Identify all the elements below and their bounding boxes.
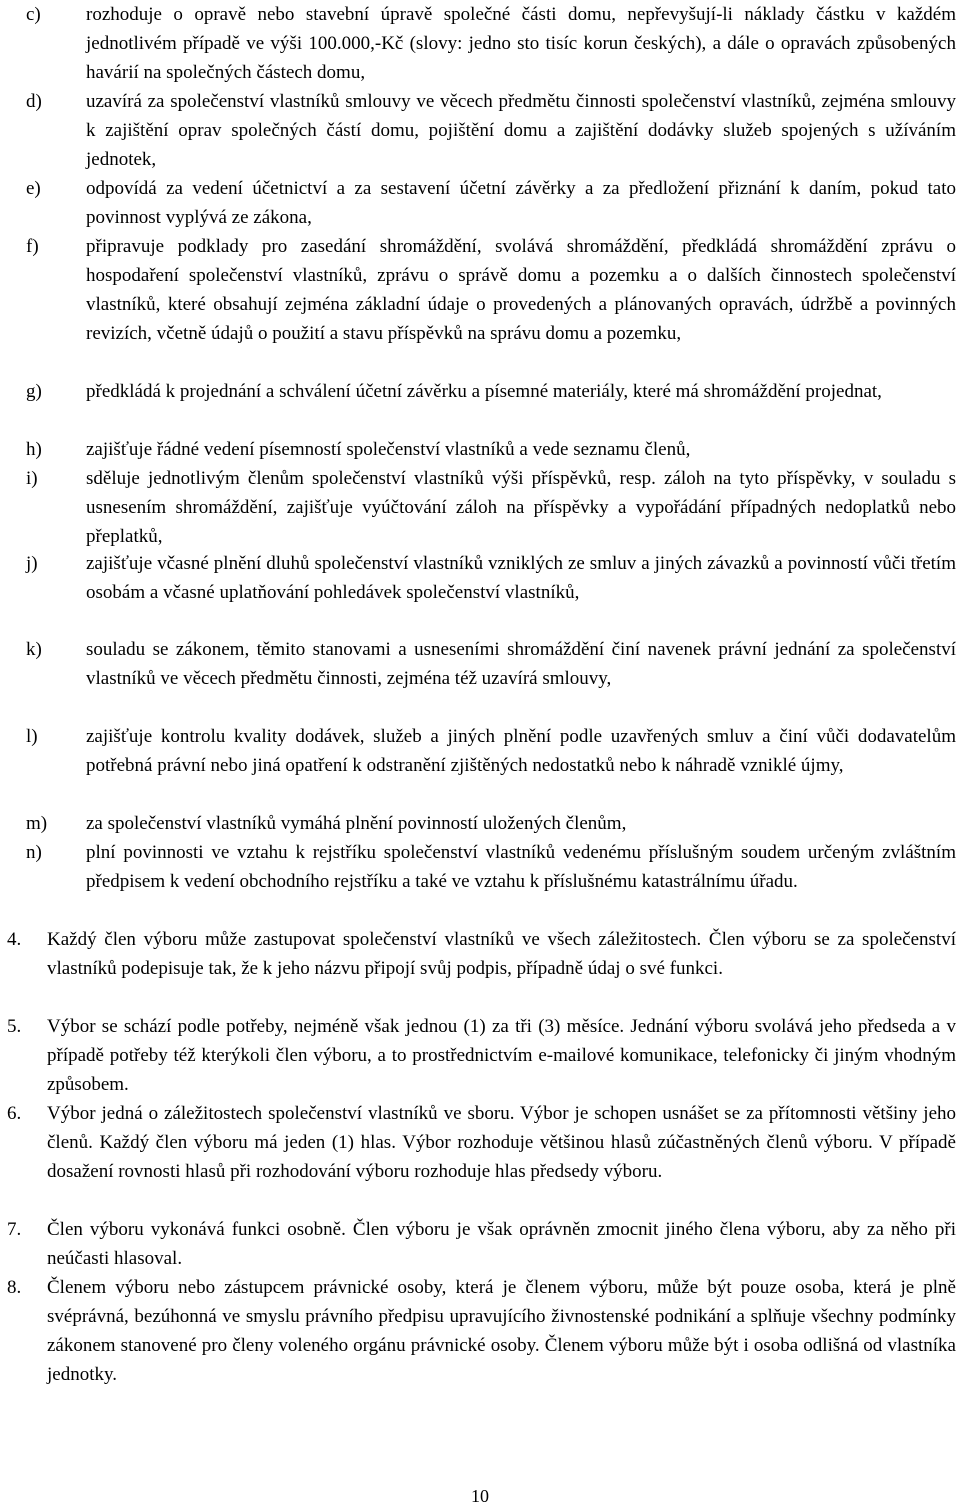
list-item-e: [26, 174, 956, 232]
item-number: 8.: [7, 1277, 22, 1298]
list-item-h: [26, 435, 956, 464]
numbered-item-text: Výbor jedná o záležitostech společenství vlastníků ve sboru. Výbor je schopen usnášet se za přítomnosti většiny jeho členů. Každý člen výboru má jeden (1) hlas. Výbor rozhoduje většinou hlasů zúčastněných členů výboru. V případě dosažení rovnosti hlasů při rozhodování výboru rozhoduje hlas předsedy výboru.: [47, 1103, 956, 1182]
numbered-item-7: [7, 1215, 956, 1273]
list-marker: m): [26, 813, 48, 834]
list-marker: h): [26, 439, 42, 460]
list-item-k: [26, 635, 956, 693]
item-number: 5.: [7, 1016, 22, 1037]
list-item-text: zajišťuje řádné vedení písemností společenství vlastníků a vede seznamu členů,: [86, 439, 691, 460]
list-item-n: [26, 838, 956, 896]
item-number: 7.: [7, 1219, 22, 1240]
list-item-j: [26, 549, 956, 607]
item-number: 4.: [7, 929, 22, 950]
list-item-text: zajišťuje včasné plnění dluhů společenství vlastníků vzniklých ze smluv a jiných závazků a povinností vůči třetím osobám a včasné uplatňování pohledávek společenství vlastníků,: [86, 553, 956, 603]
numbered-item-6: [7, 1099, 956, 1186]
list-item-i: [26, 464, 956, 551]
numbered-item-4: [7, 925, 956, 983]
list-marker: n): [26, 842, 42, 863]
item-number: 6.: [7, 1103, 22, 1124]
numbered-item-text: Každý člen výboru může zastupovat společenství vlastníků ve všech záležitostech. Člen výboru se za společenství vlastníků podepisuje tak, že k jeho názvu připojí svůj podpis, případně údaj o své funkci.: [47, 929, 956, 979]
list-item-f: [26, 232, 956, 348]
list-item-text: sděluje jednotlivým členům společenství vlastníků výši příspěvků, resp. záloh na tyto příspěvky, v souladu s usnesením shromáždění, zajišťuje vyúčtování záloh na příspěvky a vypořádání případných nedoplatků nebo přeplatků,: [86, 468, 956, 547]
numbered-item-5: [7, 1012, 956, 1099]
list-item-text: rozhoduje o opravě nebo stavební úpravě společné části domu, nepřevyšují-li náklady částku v každém jednotlivém případě ve výši 100.000,-Kč (slovy: jedno sto tisíc korun českých), a dále o opravách způsobených havárií na společných částech domu,: [86, 4, 956, 83]
list-item-m: [26, 809, 956, 838]
list-item-text: plní povinnosti ve vztahu k rejstříku společenství vlastníků vedenému příslušným soudem určeným zvláštním předpisem k vedení obchodního rejstříku a také ve vztahu k příslušnému katastrálnímu úřadu.: [86, 842, 956, 892]
list-marker: e): [26, 178, 41, 199]
list-marker: i): [26, 468, 38, 489]
numbered-item-8: [7, 1273, 956, 1389]
list-marker: c): [26, 4, 41, 25]
list-marker: j): [26, 553, 38, 574]
list-marker: d): [26, 91, 42, 112]
list-item-g: [26, 377, 956, 406]
list-item-text: souladu se zákonem, těmito stanovami a usneseními shromáždění činí navenek právní jednání za společenství vlastníků ve věcech předmětu činnosti, zejména též uzavírá smlouvy,: [86, 639, 956, 689]
list-item-c: [26, 0, 956, 87]
numbered-item-text: Členem výboru nebo zástupcem právnické osoby, která je členem výboru, může být pouze osoba, která je plně svéprávná, bezúhonná ve smyslu právního předpisu upravujícího živnostenské podnikání a splňuje všechny podmínky zákonem stanovené pro členy voleného orgánu právnické osoby. Členem výboru může být i osoba odlišná od vlastníka jednotky.: [47, 1277, 956, 1385]
list-item-text: připravuje podklady pro zasedání shromáždění, svolává shromáždění, předkládá shromáždění zprávu o hospodaření společenství vlastníků, zprávu o správě domu a pozemku a o dalších činnostech společenství vlastníků, které obsahují zejména základní údaje o provedených a plánovaných opravách, údržbě a povinných revizích, včetně údajů o použití a stavu příspěvků na správu domu a pozemku,: [86, 236, 956, 344]
numbered-item-text: Výbor se schází podle potřeby, nejméně však jednou (1) za tři (3) měsíce. Jednání výboru svolává jeho předseda a v případě potřeby též kterýkoli člen výboru, a to prostřednictvím e-mailové komunikace, telefonicky či jiným vhodným způsobem.: [47, 1016, 956, 1095]
list-item-d: [26, 87, 956, 174]
list-item-text: uzavírá za společenství vlastníků smlouvy ve věcech předmětu činnosti společenství vlastníků, zejména smlouvy k zajištění oprav společných částí domu, pojištění domu a zajištění dodávky služeb spojených s užíváním jednotek,: [86, 91, 956, 170]
list-marker: l): [26, 726, 38, 747]
list-item-text: za společenství vlastníků vymáhá plnění povinností uložených členům,: [86, 813, 627, 834]
list-item-text: zajišťuje kontrolu kvality dodávek, služeb a jiných plnění podle uzavřených smluv a činí vůči dodavatelům potřebná právní nebo jiná opatření k odstranění zjištěných nedostatků nebo k náhradě vzniklé újmy,: [86, 726, 956, 776]
list-item-text: předkládá k projednání a schválení účetní závěrku a písemné materiály, které má shromáždění projednat,: [86, 381, 882, 402]
list-item-text: odpovídá za vedení účetnictví a za sestavení účetní závěrky a za předložení přiznání k daním, pokud tato povinnost vyplývá ze zákona,: [86, 178, 956, 228]
list-marker: f): [26, 236, 39, 257]
numbered-item-text: Člen výboru vykonává funkci osobně. Člen výboru je však oprávněn zmocnit jiného člena výboru, aby za něho při neúčasti hlasoval.: [47, 1219, 956, 1269]
page-number: 10: [471, 1486, 489, 1506]
list-marker: g): [26, 381, 42, 402]
list-item-l: [26, 722, 956, 780]
list-marker: k): [26, 639, 42, 660]
